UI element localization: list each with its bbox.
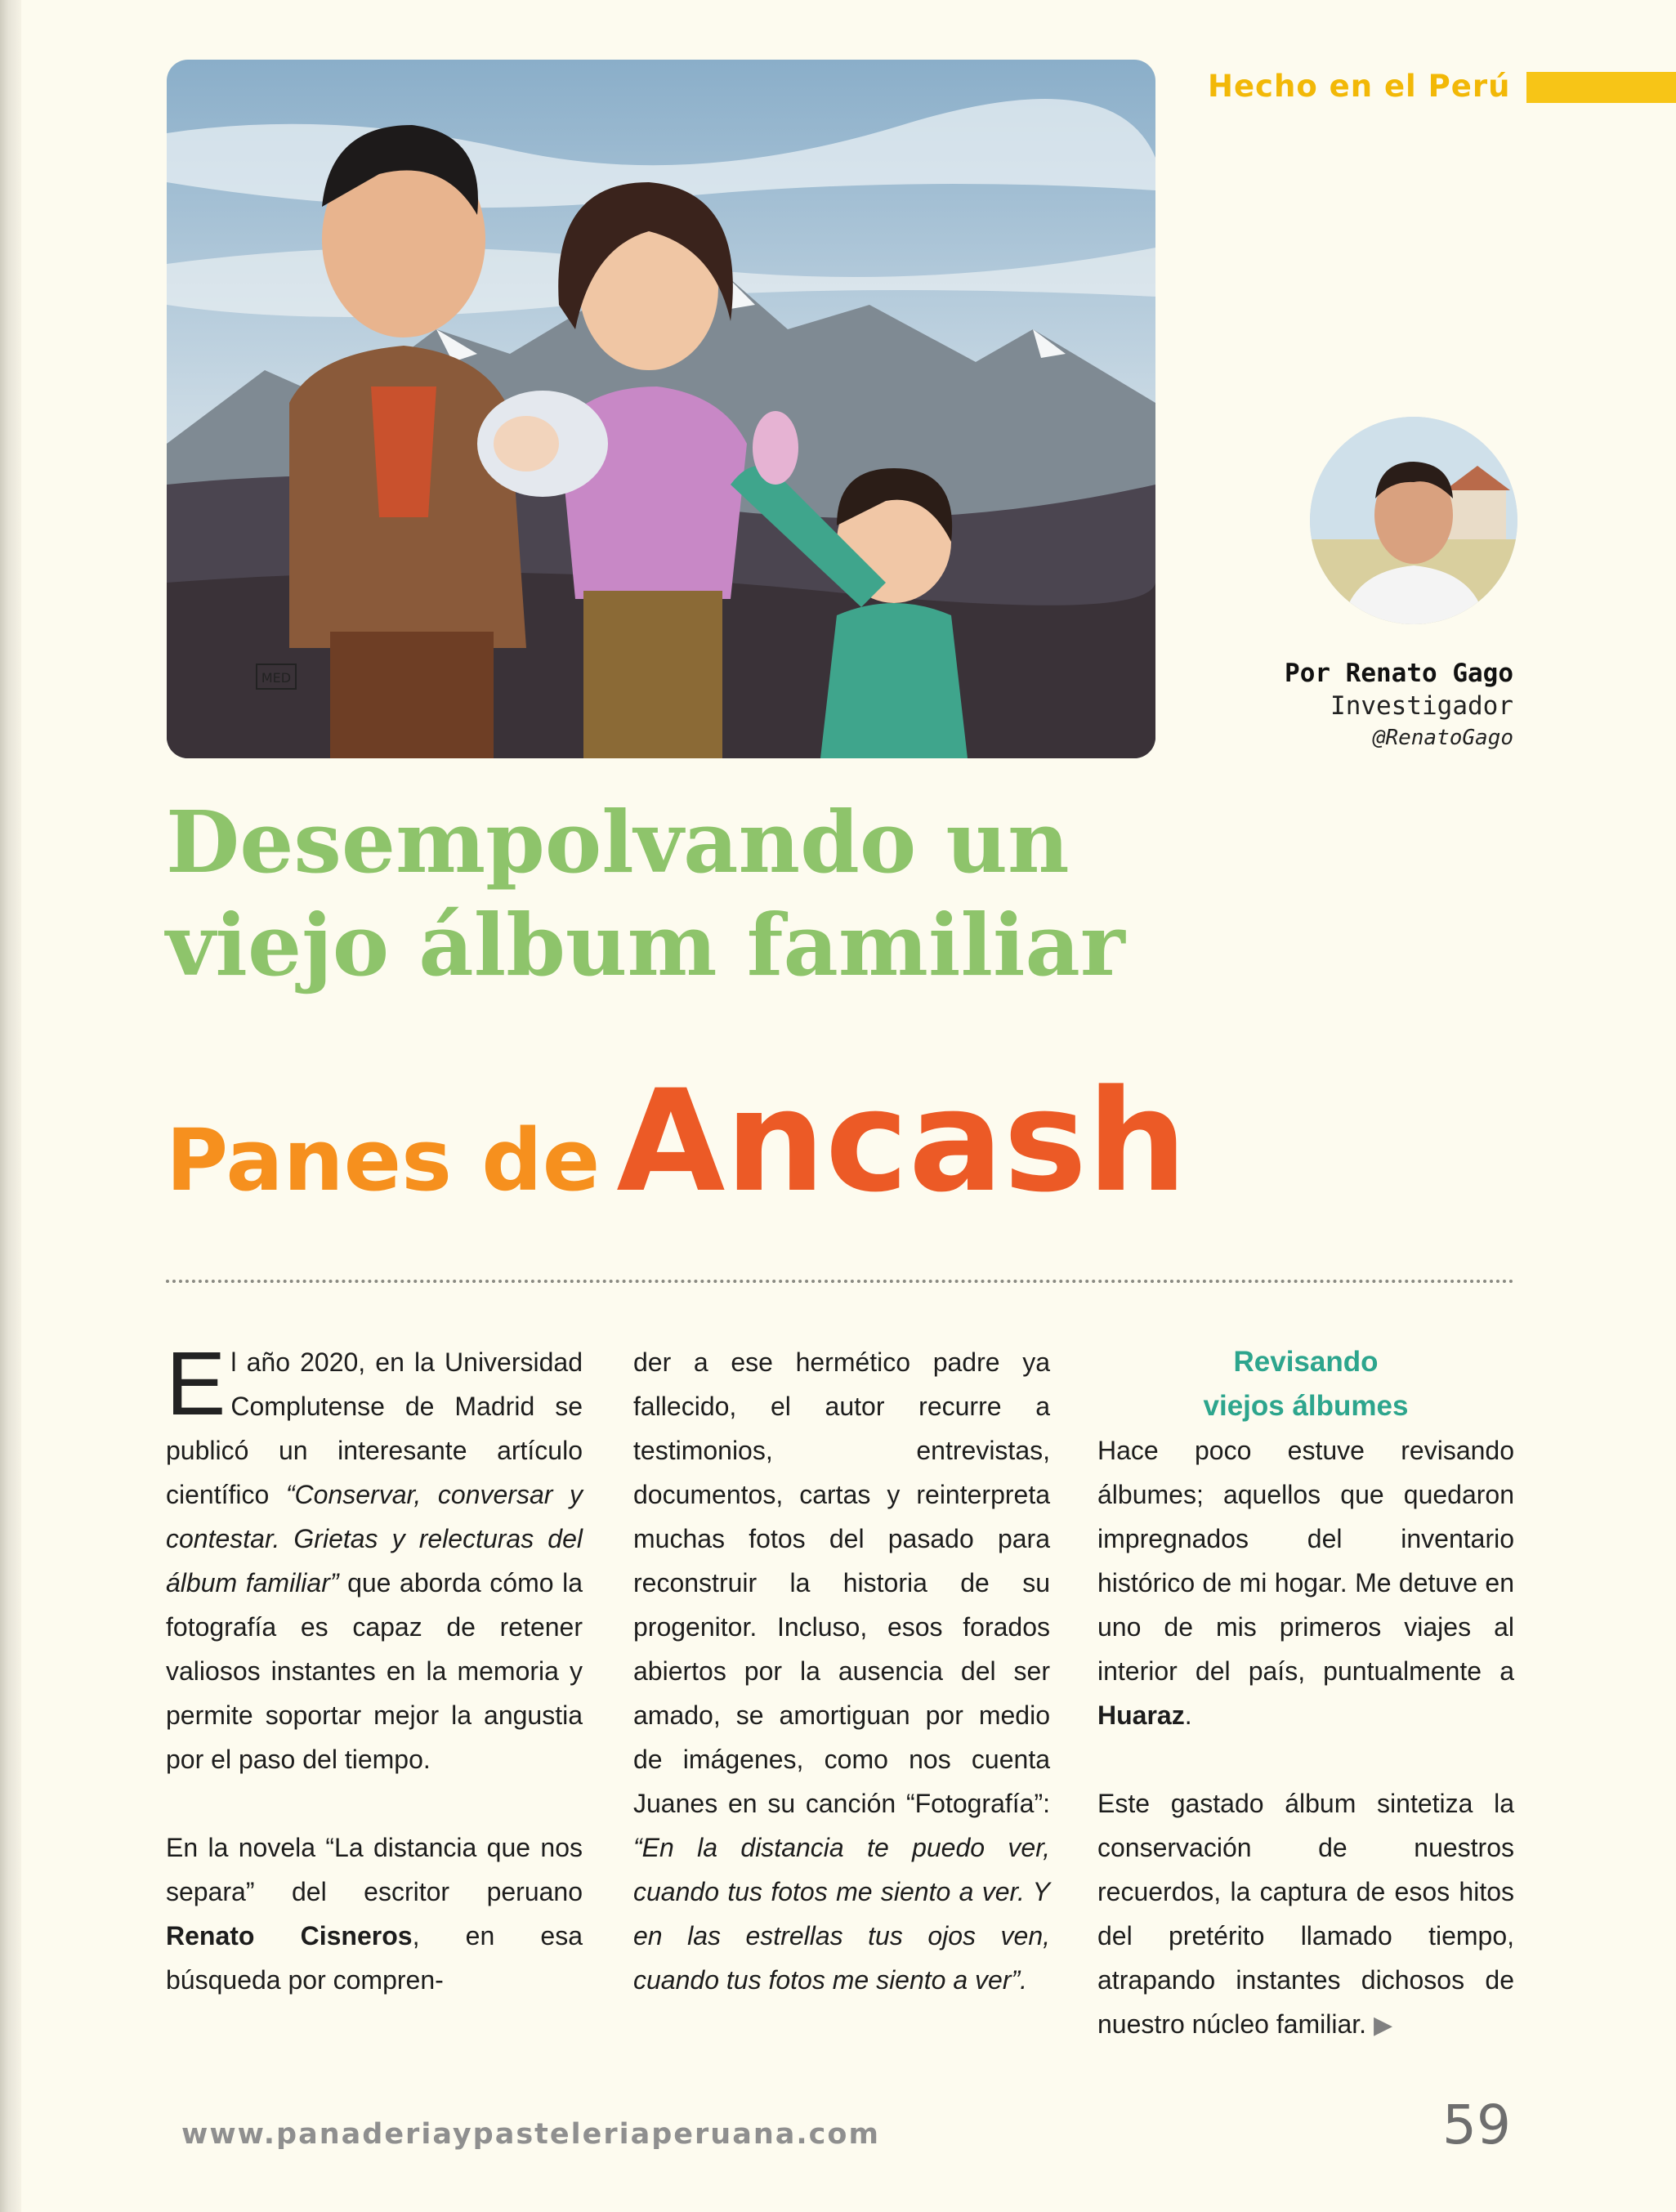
text-run: Este gastado álbum sintetiza la conservación de nuestros recuerdos, la captura de esos hitos del pretérito llamado tiempo, atrapando instantes dichosos de nuestro núcleo familiar. <box>1097 1789 1514 2039</box>
footer-website: www.panaderiaypasteleriaperuana.com <box>181 2118 880 2151</box>
page-spine-shadow <box>0 0 21 2212</box>
headline <box>166 791 1473 997</box>
drop-cap: E <box>166 1334 226 1434</box>
text-run: l año 2020, en la Universidad Complutense de Madrid se publicó un interesante artículo científico <box>166 1347 583 1509</box>
subtitle <box>166 1059 1555 1223</box>
text-run: , en esa búsqueda por compren- <box>166 1921 583 1995</box>
text-run: der a ese hermético padre ya fallecido, el autor recurre a testimonios, entrevistas, documentos, cartas y reinterpreta muchas fotos del pasado para reconstruir la historia de su progenitor. Incluso, esos forados abiertos por la ausencia del ser amado, se amortiguan por medio de imágenes, como nos cuenta Juanes en su canción “Fotografía”: <box>633 1347 1050 1818</box>
section-label: Hecho en el Perú <box>1208 69 1511 104</box>
author-avatar <box>1310 417 1517 624</box>
page-number: 59 <box>1442 2094 1511 2156</box>
text-run: . <box>1184 1700 1192 1730</box>
text-run: Hace poco estuve revisando álbumes; aquellos que quedaron impregnados del inventario histórico de mi hogar. Me detuve en uno de mis primeros viajes al interior del país, puntualmente a <box>1097 1436 1514 1686</box>
play-arrow-icon: ▶ <box>1373 2012 1393 2039</box>
quoted-title: “Conservar, conversar y contestar. Grietas y relecturas del álbum familiar” <box>166 1480 583 1598</box>
text-run: En la novela “La distancia que nos separa” del escritor peruano <box>166 1833 583 1906</box>
paragraph <box>1097 1428 1514 1737</box>
text-run: que aborda cómo la fotografía es capaz de retener valiosos instantes en la memoria y permite soportar mejor la angustia por el paso del tiempo. <box>166 1568 583 1774</box>
family-illustration <box>167 60 1155 758</box>
place-mention: Huaraz <box>1097 1700 1185 1730</box>
paragraph <box>166 1334 583 1781</box>
subtitle-part-2: Ancash <box>616 1059 1187 1223</box>
dotted-divider <box>166 1280 1514 1283</box>
section-heading <box>1097 1340 1514 1428</box>
author-mention: Renato Cisneros <box>166 1921 413 1951</box>
author-role: Investigador <box>1330 691 1513 721</box>
headline-line-1: Desempolvando un <box>166 792 1070 892</box>
article-column-3 <box>1097 1340 1514 2092</box>
article-column-1 <box>166 1334 583 2046</box>
paragraph <box>1097 1781 1514 2048</box>
heading-line-2: viejos álbumes <box>1203 1390 1409 1422</box>
article-column-2 <box>633 1340 1050 2046</box>
headline-line-2: viejo álbum familiar <box>166 895 1125 995</box>
illustration-signature: MED <box>261 670 292 686</box>
author-name: Por Renato Gago <box>1285 659 1513 688</box>
heading-line-1: Revisando <box>1233 1346 1379 1378</box>
paragraph <box>633 1340 1050 2002</box>
subtitle-part-1: Panes de <box>166 1110 601 1210</box>
section-accent-bar <box>1526 72 1676 103</box>
author-handle: @RenatoGago <box>1372 726 1513 750</box>
paragraph <box>166 1825 583 2002</box>
song-quote: “En la distancia te puedo ver, cuando tus fotos me siento a ver. Y en las estrellas tus ojos ven, cuando tus fotos me siento a ver”. <box>633 1833 1050 1995</box>
